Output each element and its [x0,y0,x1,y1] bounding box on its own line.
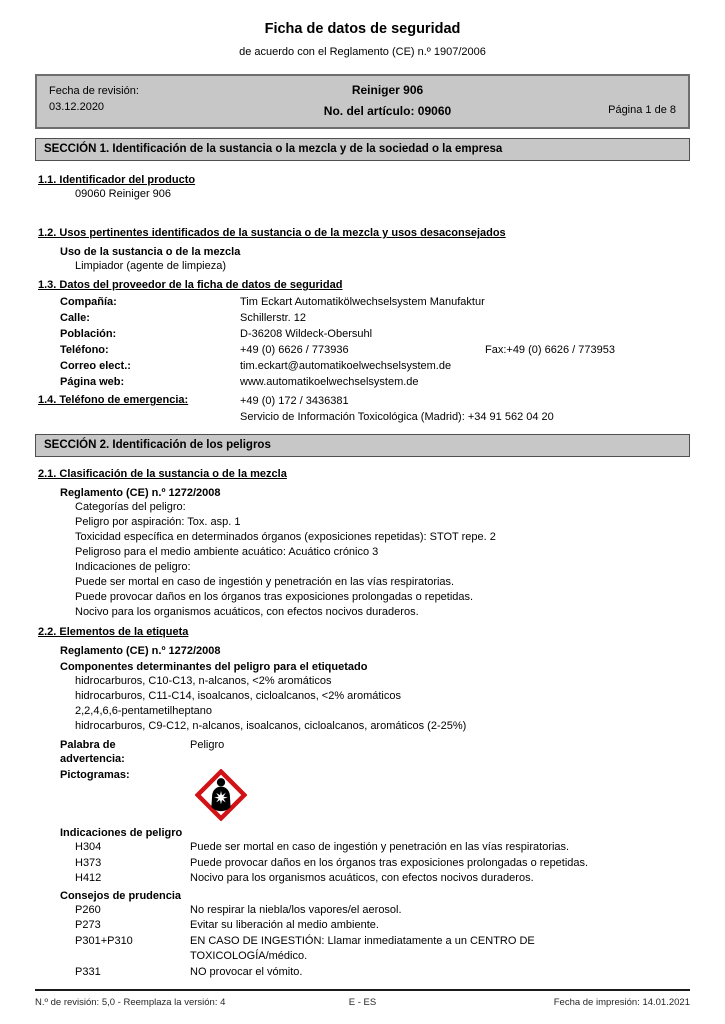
use-of-substance-label: Uso de la sustancia o de la mezcla [60,246,241,258]
heading-2-1: 2.1. Clasificación de la sustancia o de la mezcla [38,468,287,480]
classification-line: Peligroso para el medio ambiente acuático: Acuático crónico 3 [75,546,379,558]
heading-2-2: 2.2. Elementos de la etiqueta [38,626,189,638]
supplier-row-extra [485,326,687,342]
supplier-row-extra: Fax:+49 (0) 6626 / 773953 [485,344,615,356]
hazard-text: Puede ser mortal en caso de ingestión y penetración en las vías respiratorias. [190,841,570,853]
heading-1-3: 1.3. Datos del proveedor de la ficha de datos de seguridad [38,279,343,291]
precaution-text: Evitar su liberación al medio ambiente. [190,919,379,931]
precautionary-statement-row [75,965,687,981]
hazard-statement-row [75,840,687,856]
classification-line: Categorías del peligro: [75,501,186,513]
classification-line: Indicaciones de peligro: [75,561,191,573]
supplier-row-extra [485,294,687,310]
classification-line: Puede ser mortal en caso de ingestión y penetración en las vías respiratorias. [75,576,455,588]
supplier-row [60,310,687,326]
supplier-row [60,374,687,390]
hazard-code: H373 [75,856,102,869]
precaution-text: NO provocar el vómito. [190,965,303,978]
precautionary-statement-row [75,918,687,934]
emergency-phone-row [38,393,687,425]
supplier-row [60,294,687,310]
revision-block [49,83,219,118]
pictograms-label: Pictogramas: [60,769,130,781]
page-indicator: Página 1 de 8 [608,104,676,116]
section-2-body [0,467,725,980]
determining-components-heading: Componentes determinantes del peligro para el etiquetado [60,661,368,673]
supplier-details-table [38,294,687,390]
footer-language-code: E - ES [348,997,377,1008]
heading-1-4: 1.4. Teléfono de emergencia: [38,394,189,406]
component-line: 2,2,4,6,6-pentametilheptano [75,705,212,717]
emergency-phone-number: +49 (0) 172 / 3436381 [240,395,349,407]
component-line: hidrocarburos, C9-C12, n-alcanos, isoalcanos, cicloalcanos, aromáticos (2-25%) [75,720,467,732]
product-header-box [35,74,690,129]
supplier-row-label: Teléfono: [60,344,109,356]
classification-lines [38,500,687,620]
precaution-text: No respirar la niebla/los vapores/el aerosol. [190,903,402,916]
regulation-1272-heading-2: Reglamento (CE) n.º 1272/2008 [60,645,221,657]
product-name: Reiniger 906 [351,83,424,97]
component-line: hidrocarburos, C11-C14, isoalcanos, cicloalcanos, <2% aromáticos [75,690,401,702]
component-lines [38,674,687,734]
footer-text-row [35,997,690,1008]
supplier-row-extra [485,374,687,390]
supplier-row-label: Compañía: [60,296,117,308]
classification-line: Puede provocar daños en los órganos tras exposiciones prolongadas o repetidas. [75,591,474,603]
supplier-row-extra [485,310,687,326]
supplier-row-label: Población: [60,328,117,340]
signal-word-row [60,738,687,766]
supplier-row [60,358,687,374]
hazard-text: Puede provocar daños en los órganos tras exposiciones prolongadas o repetidas. [190,856,589,869]
precaution-code: P331 [75,965,101,978]
revision-date-value: 03.12.2020 [49,101,105,113]
pictograms-row [60,769,687,821]
component-line: hidrocarburos, C10-C13, n-alcanos, <2% aromáticos [75,675,332,687]
footer-divider [35,989,690,991]
product-block [219,83,556,118]
heading-1-2: 1.2. Usos pertinentes identificados de la sustancia o de la mezcla y usos desaconsejados [38,227,506,239]
regulation-1272-heading: Reglamento (CE) n.º 1272/2008 [60,487,221,499]
classification-line: Nocivo para los organismos acuáticos, con efectos nocivos duraderos. [75,606,419,618]
section-2-header-bar: SECCIÓN 2. Identificación de los peligros [35,434,690,457]
hazard-statements-table [75,840,687,887]
ghs08-health-hazard-icon [195,769,247,821]
precautionary-statements-table [75,903,687,981]
supplier-row-label: Página web: [60,376,125,388]
product-identifier-value: 09060 Reiniger 906 [75,188,172,200]
revision-date-label: Fecha de revisión: [49,85,139,97]
supplier-row-extra [485,358,687,374]
hazard-statement-row [75,871,687,887]
supplier-row-value: www.automatikoelwechselsystem.de [240,376,419,388]
supplier-row-label: Correo elect.: [60,360,131,372]
document-subtitle: de acuerdo con el Reglamento (CE) n.º 1907/2006 [239,46,486,58]
supplier-row-value: Tim Eckart Automatikölwechselsystem Manufaktur [240,296,485,308]
hazard-code: H412 [75,872,102,884]
supplier-row-value: tim.eckart@automatikoelwechselsystem.de [240,360,452,372]
toxicology-service-info: Servicio de Información Toxicológica (Madrid): +34 91 562 04 20 [240,411,554,423]
precautionary-statements-heading: Consejos de prudencia [60,889,182,902]
precaution-code: P273 [75,919,101,931]
precautionary-statement-row [75,903,687,919]
hazard-text: Nocivo para los organismos acuáticos, con efectos nocivos duraderos. [190,872,534,884]
supplier-row-label: Calle: [60,312,90,324]
supplier-row-value: +49 (0) 6626 / 773936 [240,344,349,356]
precaution-code: P260 [75,903,101,916]
footer-print-date: Fecha de impresión: 14.01.2021 [553,997,690,1008]
supplier-row-value: Schillerstr. 12 [240,312,307,324]
classification-line: Toxicidad específica en determinados órganos (exposiciones repetidas): STOT repe. 2 [75,531,496,543]
supplier-row [60,326,687,342]
footer-revision-info: N.º de revisión: 5,0 - Reemplaza la versión: 4 [35,997,226,1008]
use-of-substance-value: Limpiador (agente de limpieza) [75,260,227,272]
section-1-body [0,173,725,425]
hazard-statements-heading: Indicaciones de peligro [60,827,183,839]
supplier-row-value: D-36208 Wildeck-Obersuhl [240,328,373,340]
precaution-code: P301+P310 [75,934,133,947]
heading-1-1: 1.1. Identificador del producto [38,174,196,186]
hazard-statement-row [75,856,687,872]
precaution-text: EN CASO DE INGESTIÓN: Llamar inmediatamente a un CENTRO DE TOXICOLOGÍA/médico. [190,934,535,962]
classification-line: Peligro por aspiración: Tox. asp. 1 [75,516,241,528]
section-1-header-bar: SECCIÓN 1. Identificación de la sustancia o la mezcla y de la sociedad o la empresa [35,138,690,161]
ghs08-health-hazard-pictogram [195,769,247,821]
supplier-row [60,342,687,358]
hazard-code: H304 [75,841,102,853]
document-title: Ficha de datos de seguridad [264,21,461,37]
page-footer [35,989,690,1008]
signal-word-value: Peligro [190,739,225,751]
emergency-phone-values [240,393,687,425]
signal-word-label: Palabra de advertencia: [60,739,125,765]
precautionary-statement-row [75,934,687,965]
article-number: No. del artículo: 09060 [323,104,452,118]
